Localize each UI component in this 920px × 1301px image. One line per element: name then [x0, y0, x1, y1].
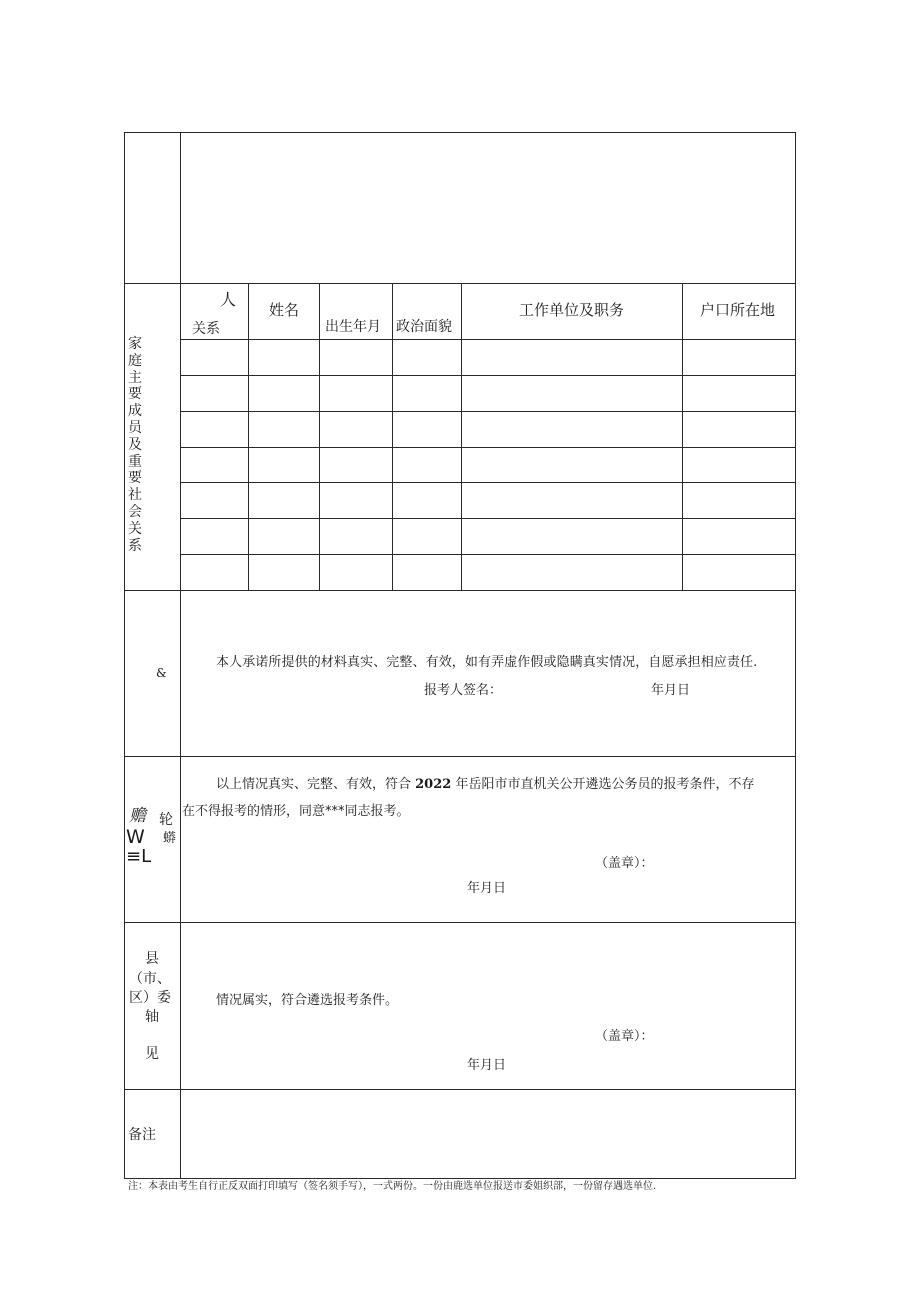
- header-relation-top: 人: [220, 290, 237, 309]
- section-divider: [124, 922, 796, 923]
- county-label-line2: （市、: [129, 971, 171, 987]
- table-border-right: [795, 132, 796, 1179]
- unit-label-char: W: [126, 826, 145, 848]
- header-relation-bottom: 关系: [192, 321, 220, 337]
- header-political: 政治面貌: [396, 319, 452, 335]
- header-name: 姓名: [269, 301, 300, 319]
- header-hukou: 户口所在地: [700, 301, 776, 319]
- unit-label-char: 轮: [159, 812, 173, 828]
- family-grid-row: [180, 339, 796, 340]
- section-divider: [124, 283, 796, 284]
- county-label-line3: 区）委: [129, 990, 171, 1006]
- family-grid-row: [180, 375, 796, 376]
- unit-stamp: （盖章）：: [595, 856, 654, 871]
- remarks-label: 备注: [128, 1127, 156, 1143]
- section-divider: [124, 756, 796, 757]
- family-section-label: 家 庭 主 要 成 员 及 重 要 社 会 关 系: [128, 336, 142, 554]
- unit-label-char: 蟒: [163, 831, 177, 846]
- family-grid-row: [180, 554, 796, 555]
- family-grid-row: [180, 411, 796, 412]
- family-grid-col: [392, 283, 393, 590]
- family-grid-row: [180, 518, 796, 519]
- unit-label-char: 赡: [129, 806, 146, 826]
- county-date: 年月日: [467, 1058, 507, 1073]
- table-border-top: [124, 132, 796, 133]
- unit-label-char: ≡L: [126, 846, 152, 867]
- family-grid-row: [180, 482, 796, 483]
- section-divider: [124, 590, 796, 591]
- section-divider: [124, 1089, 796, 1090]
- table-border-bottom: [124, 1178, 796, 1179]
- signature-label: 报考人签名：: [424, 683, 503, 698]
- unit-text-line2: 在不得报考的情形，同意***同志报考。: [182, 804, 410, 819]
- county-label-line4: 轴: [145, 1009, 159, 1025]
- table-border-left: [124, 132, 125, 1179]
- pledge-date: 年月日: [651, 683, 691, 698]
- family-grid-col: [319, 283, 320, 590]
- county-label-line5: 见: [145, 1046, 159, 1062]
- pledge-text: 本人承诺所提供的材料真实、完整、有效，如有弄虚作假或隐瞒真实情况，自愿承担相应责任.: [216, 655, 758, 670]
- county-label-line1: 县: [145, 951, 159, 967]
- county-stamp: （盖章）：: [595, 1029, 654, 1044]
- footnote: 注：本表由考生自行正反双面打印填写（签名须手写），一式两份。一份由鹿选单位报送市委姐织部，一份留存遇选单位.: [128, 1181, 657, 1192]
- county-text: 情况属实，符合遴选报考条件。: [216, 993, 399, 1008]
- family-grid-col: [461, 283, 462, 590]
- label-column-divider: [180, 132, 181, 1179]
- unit-date: 年月日: [467, 881, 507, 896]
- unit-text-line1: 以上情况真实、完整、有效，符合 2022 年岳阳市市直机关公开遴选公务员的报考条件，不存: [216, 777, 755, 792]
- pledge-section-label: &: [156, 666, 167, 680]
- header-birth: 出生年月: [325, 319, 381, 335]
- family-grid-col: [248, 283, 249, 590]
- family-grid-col: [682, 283, 683, 590]
- header-work: 工作单位及职务: [519, 301, 625, 319]
- family-grid-row: [180, 447, 796, 448]
